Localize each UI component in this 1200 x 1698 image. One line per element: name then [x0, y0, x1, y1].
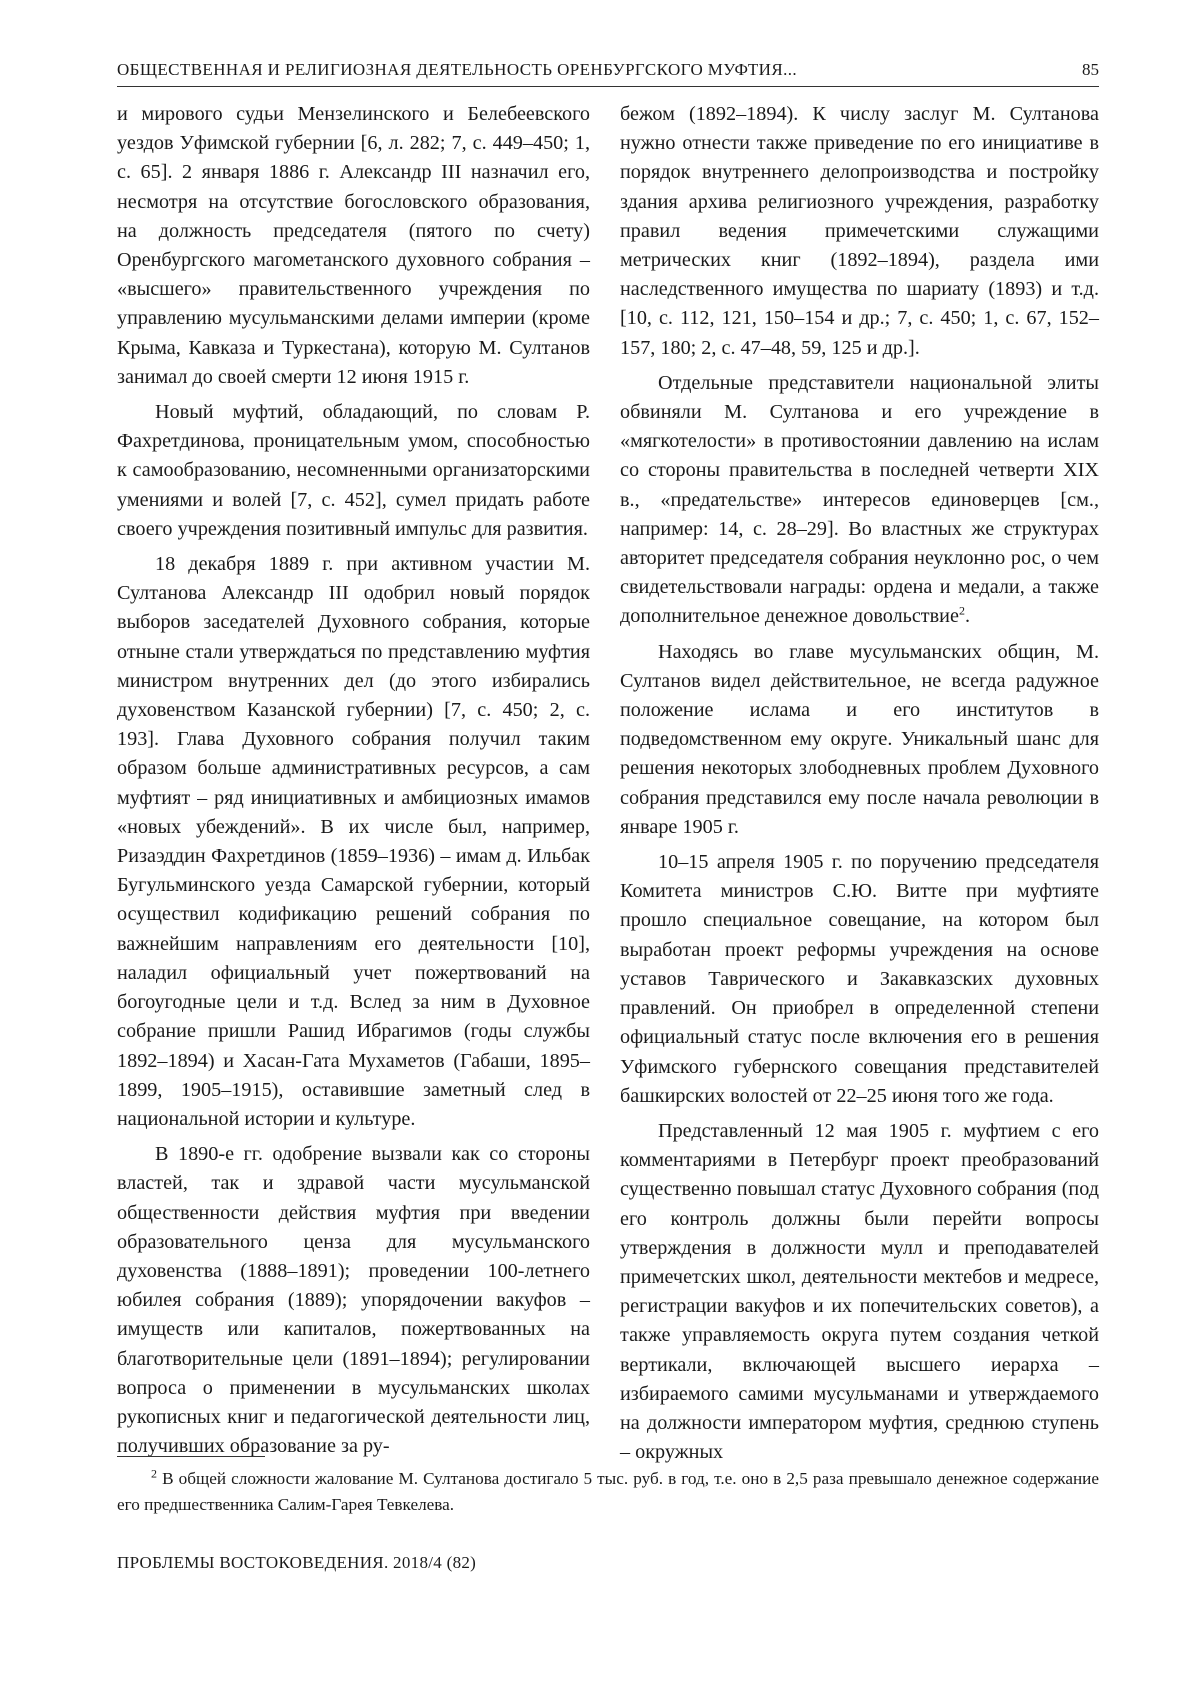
footnote-marker: 2 — [151, 1466, 157, 1481]
left-paragraph-3: 18 декабря 1889 г. при активном участии М. Султанова Александр III одобрил новый порядок выборов заседателей Духовного собрания, которые отныне стали утверждаться по представлению муфтия министром внутренних дел (до этого избирались духовенством Казанской губернии) [7, с. 450; 2, с. 193]. Глава Духовного собрания получил таким образом больше административных ресурсов, а сам муфтият – ряд инициативных и амбициозных имамов «новых убеждений». В их числе был, например, Ризаэддин Фахретдинов (1859–1936) – имам д. Ильбак Бугульминского уезда Самарской губернии, который осуществил кодификацию решений собрания по важнейшим направлениям его деятельности [10], наладил официальный учет пожертвований на богоугодные цели и т.д. Вслед за ним в Духовное собрание пришли Рашид Ибрагимов (годы службы 1892–1894) и Хасан-Гата Мухаметов (Габаши, 1895–1899, 1905–1915), оставившие заметный след в национальной истории и культуре. — [117, 553, 590, 1130]
running-title: ОБЩЕСТВЕННАЯ И РЕЛИГИОЗНАЯ ДЕЯТЕЛЬНОСТЬ ОРЕНБУРГСКОГО МУФТИЯ... — [117, 60, 798, 79]
right-paragraph-4: 10–15 апреля 1905 г. по поручению председателя Комитета министров С.Ю. Витте при муфтияте прошло специальное совещание, на котором был выработан проект реформы учреждения на основе уставов Таврического и Закавказских духовных правлений. Он приобрел в определенной степени официальный статус после включения его в решения Уфимского губернского совещания представителей башкирских волостей от 22–25 июня того же года. — [620, 851, 1099, 1107]
footnote-text: В общей сложности жалование М. Султанова достигало 5 тыс. руб. в год, т.е. оно в 2,5 раза превышало денежное содержание его предшественника Салим-Гарея Тевкелева. — [117, 1469, 1099, 1514]
footnote — [117, 1466, 1099, 1518]
left-paragraph-4: В 1890-е гг. одобрение вызвали как со стороны властей, так и здравой части мусульманской общественности действия муфтия при введении образовательного ценза для мусульманского духовенства (1888–1891); проведении 100-летнего юбилея собрания (1889); упорядочении вакуфов – имуществ или капиталов, пожертвованных на благотворительные цели (1891–1894); регулировании вопроса о применении в мусульманских школах рукописных книг и педагогической деятельности лиц, получивших образование за ру- — [117, 1143, 590, 1458]
right-column — [620, 100, 1099, 1467]
right-paragraph-5: Представленный 12 мая 1905 г. муфтием с его комментариями в Петербург проект преобразований существенно повышал статус Духовного собрания (под его контроль должны были перейти вопросы утверждения в должности мулл и преподавателей примечетских школ, деятельности мектебов и медресе, регистрации вакуфов и их попечительских советов), а также управляемость округа путем создания четкой вертикали, включающей высшего иерарха – избираемого самими мусульманами и утверждаемого на должности императором муфтия, среднюю ступень – окружных — [620, 1119, 1099, 1464]
right-paragraph-2-text: Отдельные представители национальной элиты обвиняли М. Султанова и его учреждение в «мягкотелости» в противостоянии давлению на ислам со стороны правительства в последней четверти XIX в., «предательстве» интересов единоверцев [см., например: 14, с. 28–29]. Во властных же структурах авторитет председателя собрания неуклонно рос, о чем свидетельствовали награды: ордена и медали, а также дополнительное денежное довольствие — [620, 371, 1099, 628]
running-header — [117, 56, 1099, 87]
right-paragraph-2 — [620, 369, 1099, 632]
right-paragraph-3: Находясь во главе мусульманских общин, М. Султанов видел действительное, не всегда радужное положение ислама и его институтов в подведомственном ему округе. Уникальный шанс для решения некоторых злободневных проблем Духовного собрания представился ему после начала революции в январе 1905 г. — [620, 640, 1099, 838]
footnote-ref-2[interactable]: 2 — [958, 603, 965, 618]
page-number: 85 — [1082, 60, 1099, 79]
right-paragraph-2-end: . — [964, 605, 970, 628]
left-paragraph-2: Новый муфтий, обладающий, по словам Р. Фахретдинова, проницательным умом, способностью к самообразованию, несомненными организаторскими умениями и волей [7, с. 452], сумел придать работе своего учреждения позитивный импульс для развития. — [117, 401, 590, 540]
left-paragraph-1: и мирового судьи Мензелинского и Белебеевского уездов Уфимской губернии [6, л. 282; 7, с. 449–450; 1, с. 65]. 2 января 1886 г. Александр III назначил его, несмотря на отсутствие богословского образования, на должность председателя (пятого по счету) Оренбургского магометанского духовного собрания – «высшего» правительственного учреждения по управлению мусульманскими делами империи (кроме Крыма, Кавказа и Туркестана), которую М. Султанов занимал до своей смерти 12 июня 1915 г. — [117, 103, 590, 388]
right-paragraph-1: бежом (1892–1894). К числу заслуг М. Султанова нужно отнести также приведение по его инициативе в порядок внутреннего делопроизводства и постройку здания архива религиозного учреждения, разработку правил ведения примечетскими служащими метрических книг (1892–1894), раздела ими наследственного имущества по шариату (1893) и т.д. [10, с. 112, 121, 150–154 и др.; 7, с. 450; 1, с. 67, 152–157, 180; 2, с. 47–48, 59, 125 и др.]. — [620, 103, 1099, 359]
journal-footer: ПРОБЛЕМЫ ВОСТОКОВЕДЕНИЯ. 2018/4 (82) — [117, 1553, 477, 1572]
footnote-separator — [117, 1456, 265, 1457]
left-column — [117, 100, 590, 1461]
